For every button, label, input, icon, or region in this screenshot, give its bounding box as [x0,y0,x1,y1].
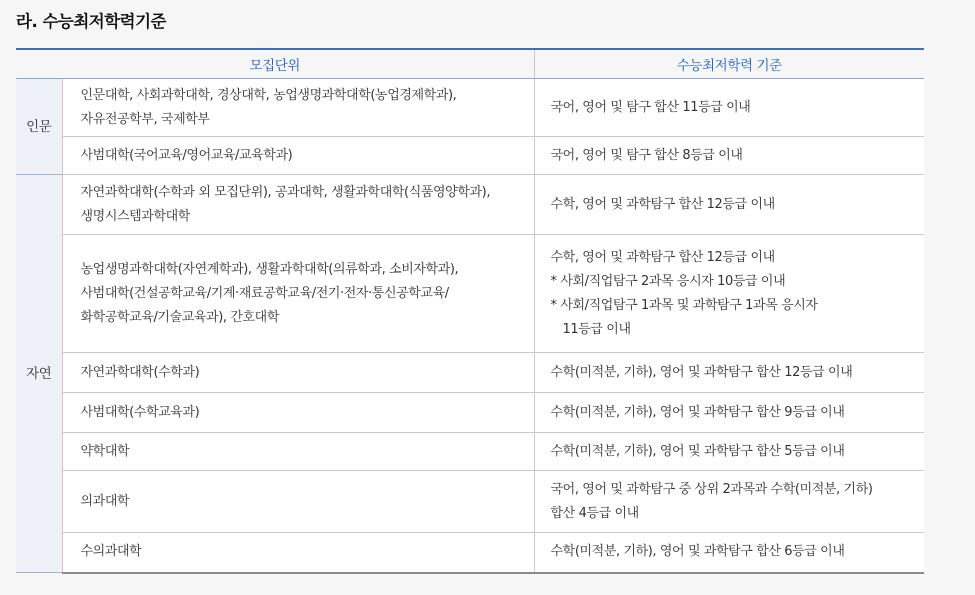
criteria-line: * 사회/직업탐구 2과목 응시자 10등급 이내 [550,273,786,289]
unit-cell [62,235,534,353]
criteria-cell [534,353,924,393]
requirements-table [16,48,924,574]
criteria-line: 수학, 영어 및 과학탐구 합산 12등급 이내 [550,196,775,212]
unit-line: 인문대학, 사회과학대학, 경상대학, 농업생명과학대학(농업경제학과), [80,87,457,103]
criteria-line: 수학(미적분, 기하), 영어 및 과학탐구 합산 12등급 이내 [550,364,853,380]
unit-line: 사범대학(수학교육과) [80,404,200,420]
unit-line: 자유전공학부, 국제학부 [80,111,210,127]
section-title: 라. 수능최저학력기준 [16,12,166,31]
table-row [16,433,924,471]
criteria-cell [534,433,924,471]
table-row [16,137,924,175]
criteria-cell [534,137,924,175]
table-row [16,393,924,433]
unit-line: 자연과학대학(수학과 외 모집단위), 공과대학, 생활과학대학(식품영양학과), [80,184,491,200]
table-row [16,175,924,235]
category-science: 자연 [16,175,62,573]
unit-line: 약학대학 [80,443,130,459]
criteria-line: 수학(미적분, 기하), 영어 및 과학탐구 합산 9등급 이내 [550,404,845,420]
unit-line: 생명시스템과학대학 [80,208,190,224]
table-row [16,235,924,353]
criteria-cell [534,393,924,433]
table-row [16,79,924,137]
criteria-line: 수학(미적분, 기하), 영어 및 과학탐구 합산 6등급 이내 [550,544,845,560]
criteria-line: 국어, 영어 및 과학탐구 중 상위 2과목과 수학(미적분, 기하) [550,481,873,497]
criteria-cell [534,175,924,235]
table-row [16,353,924,393]
criteria-line: 수학, 영어 및 과학탐구 합산 12등급 이내 [550,249,775,265]
header-recruitment-unit: 모집단위 [16,49,534,79]
unit-line: 사범대학(국어교육/영어교육/교육학과) [80,147,293,163]
unit-line: 수의과대학 [80,544,142,560]
unit-line: 의과대학 [80,493,130,509]
criteria-line: 수학(미적분, 기하), 영어 및 과학탐구 합산 5등급 이내 [550,443,845,459]
unit-line: 화학공학교육/기술교육과), 간호대학 [80,309,279,325]
unit-line: 자연과학대학(수학과) [80,364,200,380]
unit-cell [62,79,534,137]
criteria-cell [534,471,924,533]
table-header-row [16,49,924,79]
unit-cell [62,533,534,573]
criteria-cell [534,533,924,573]
unit-cell [62,353,534,393]
criteria-line: 11등급 이내 [562,321,631,337]
unit-cell [62,175,534,235]
criteria-line: 합산 4등급 이내 [550,505,639,521]
unit-cell [62,433,534,471]
unit-line: 사범대학(건설공학교육/기계·재료공학교육/전기·전자·통신공학교육/ [80,285,449,301]
category-humanities: 인문 [16,79,62,175]
criteria-line: * 사회/직업탐구 1과목 및 과학탐구 1과목 응시자 [550,297,818,313]
unit-cell [62,471,534,533]
header-criteria: 수능최저학력 기준 [534,49,924,79]
unit-cell [62,393,534,433]
criteria-line: 국어, 영어 및 탐구 합산 8등급 이내 [550,147,743,163]
criteria-cell [534,79,924,137]
table-row [16,533,924,573]
table-row [16,471,924,533]
unit-cell [62,137,534,175]
unit-line: 농업생명과학대학(자연계학과), 생활과학대학(의류학과, 소비자학과), [80,261,459,277]
criteria-line: 국어, 영어 및 탐구 합산 11등급 이내 [550,99,751,115]
criteria-cell [534,235,924,353]
